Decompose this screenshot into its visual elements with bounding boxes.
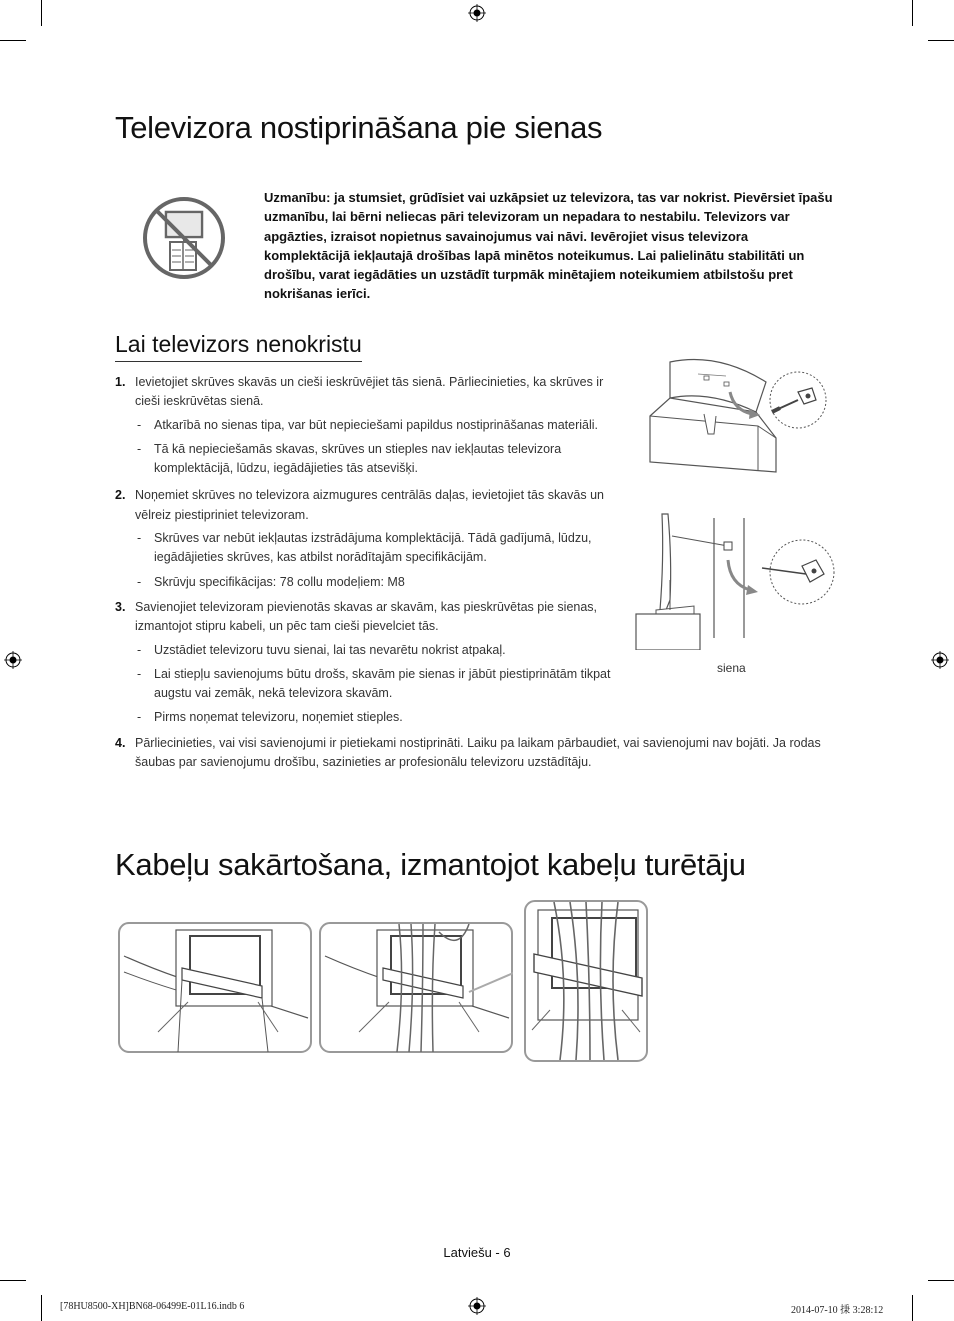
step-text: Noņemiet skrūves no televizora aizmugures centrālās daļas, ievietojiet tās skavās un vēlreiz piestipriniet televizoram.: [135, 488, 604, 522]
section-subtitle: Lai televizors nenokristu: [115, 331, 362, 362]
registration-mark-icon: [468, 1297, 486, 1315]
wall-label: siena: [717, 661, 746, 675]
step-text: Ievietojiet skrūves skavās un cieši ieskrūvējiet tās sienā. Pārliecinieties, ka skrūves ir cieši ieskrūvētas sienā.: [135, 375, 604, 409]
cable-holder-step-1-illustration: [118, 922, 312, 1053]
warning-text: Uzmanību: ja stumsiet, grūdīsiet vai uzkāpsiet uz televizora, tas var nokrist. Pievērsiet īpašu uzmanību, lai bērni neliecas pāri televizoram un nepadara to nestabilu. Televizors var apgāzties, izraisot nopietnus savainojumus vai nāvi. Ievērojiet visus televizora komplektācijā iekļautajā drošības lapā minētos noteikumus. Lai palielinātu stabilitāti un drošību, varat iegādāties un uzstādīt turpmāk minētajiem noteikumiem atbilstošu pret nokrišanas ierīci.: [264, 190, 833, 302]
registration-mark-icon: [468, 4, 486, 22]
list-item: [115, 598, 615, 728]
step-number: 1.: [115, 375, 126, 389]
page-number: Latviešu - 6: [443, 1245, 511, 1260]
step-note: - Uzstādiet televizoru tuvu sienai, lai tas nevarētu nokrist atpakaļ.: [135, 641, 615, 660]
list-item: [115, 373, 615, 478]
no-tv-on-furniture-icon: [142, 196, 226, 280]
page-title: Televizora nostiprināšana pie sienas: [115, 110, 603, 145]
step-number: 4.: [115, 735, 126, 750]
section-title: Kabeļu sakārtošana, izmantojot kabeļu turētāju: [115, 847, 746, 882]
print-date-info: 2014-07-10 㨀 3:28:12: [791, 1305, 884, 1316]
step-text: Savienojiet televizoram pievienotās skavas ar skavām, kas pieskrūvētas pie sienas, izmantojot stipru kabeli, un pēc tam cieši pievelciet tās.: [135, 599, 598, 634]
step-note: - Atkarībā no sienas tipa, var būt nepieciešami papildus nostiprināšanas materiāli.: [135, 416, 615, 435]
list-item: [115, 486, 615, 591]
registration-mark-icon: [931, 651, 949, 669]
step-number: 3.: [115, 599, 126, 614]
step-note: - Skrūves var nebūt iekļautas izstrādājuma komplektācijā. Tādā gadījumā, lūdzu, iegādājieties skrūves, kas atbilst norādītajām specifikācijām.: [135, 529, 615, 568]
print-file-info: [78HU8500-XH]BN68-06499E-01L16.indb 6: [60, 1301, 245, 1312]
step-note: - Lai stiepļu savienojums būtu drošs, skavām pie sienas ir jābūt piestiprinātām tikpat augstu vai zemāk, nekā televizora skavām.: [135, 665, 615, 704]
tv-wall-side-illustration: [634, 510, 844, 650]
step-note: - Tā kā nepieciešamās skavas, skrūves un stieples nav iekļautas televizora komplektācijā, lūdzu, iegādājieties tās atsevišķi.: [135, 440, 615, 479]
list-item: [115, 734, 835, 773]
step-number: 2.: [115, 488, 126, 503]
tv-bracket-illustration: [648, 354, 828, 474]
cable-holder-detail-illustration: [524, 900, 648, 1062]
step-note: - Skrūvju specifikācijas: 78 collu modeļiem: M8: [135, 573, 615, 592]
step-text: Pārliecinieties, vai visi savienojumi ir pietiekami nostiprināti. Laiku pa laikam pārbaudiet, vai savienojumi nav bojāti. Ja rodas šaubas par savienojumu drošību, sazinieties ar profesionālu televizoru uzstādītāju.: [135, 735, 821, 770]
registration-mark-icon: [4, 651, 22, 669]
cable-holder-step-2-illustration: [319, 922, 513, 1053]
step-note: - Pirms noņemat televizoru, noņemiet stieples.: [135, 708, 615, 727]
